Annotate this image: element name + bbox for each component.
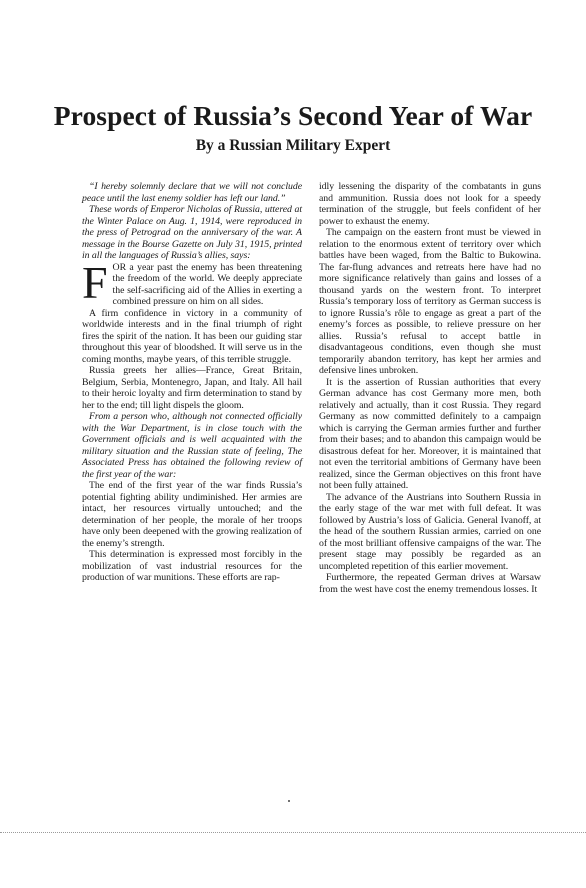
paragraph: idly lessening the disparity of the combatants in guns and ammunition. Russia does not look for a speedy termination of the struggle, but feels confident of her power to exhaust the enemy.: [319, 181, 541, 227]
article-byline: By a Russian Military Expert: [195, 137, 391, 154]
paragraph: This determination is expressed most forcibly in the mobilization of vast industrial resources for the production of war munitions. These efforts are rap-: [82, 549, 302, 583]
paragraph: Russia greets her allies—France, Great Britain, Belgium, Serbia, Montenegro, Japan, and Italy. All hail to their heroic loyalty and firm determination to stand by her to the end; till light dispels the gloom.: [82, 365, 302, 411]
footer-rule: [0, 832, 586, 833]
article-title: Prospect of Russia’s Second Year of War: [53, 100, 533, 131]
editorial-note: From a person who, although not connected officially with the War Department, is in close touch with the Government officials and is well acquainted with the military situation and the Russian state of feeling, The Associated Press has obtained the following review of the first year of the war:: [82, 411, 302, 480]
left-column: [82, 181, 302, 584]
paragraph: The end of the first year of the war finds Russia’s potential fighting ability undiminished. Her armies are intact, her resources virtually untouched; and the determination of her people, the morale of her troops have only been deepened with the growing realization of the enemy’s strength.: [82, 480, 302, 549]
page-mark: [288, 800, 290, 802]
first-paragraph-text: OR a year past the enemy has been threatening the freedom of the world. We deeply appreciate the self-sacrificing aid of the Allies in exerting a combined pressure on him on all sides.: [112, 261, 302, 307]
paragraph: Furthermore, the repeated German drives at Warsaw from the west have cost the enemy tremendous losses. It: [319, 572, 541, 595]
paragraph: The advance of the Austrians into Southern Russia in the early stage of the war met with full defeat. It was followed by Austria’s loss of Galicia. General Ivanoff, at the head of the southern Russian armies, carried on one of the most brilliant offensive campaigns of the war. The present stage may possibly be regarded as an uncompleted repetition of this earlier movement.: [319, 491, 541, 572]
right-column: [319, 181, 541, 595]
quote-attribution: These words of Emperor Nicholas of Russia, uttered at the Winter Palace on Aug. 1, 1914, were reproduced in the press of Petrograd on the anniversary of the war. A message in the Bourse Gazette on July 31, 1915, printed in all the languages of Russia’s allies, says:: [82, 204, 302, 261]
first-paragraph: [82, 256, 302, 308]
paragraph: A firm confidence in victory in a community of worldwide interests and in the final triumph of right fires the spirit of the nation. It has been our guiding star throughout this year of bloodshed. It will serve us in the coming months, maybe years, of this terrible struggle.: [82, 307, 302, 365]
paragraph: The campaign on the eastern front must be viewed in relation to the enormous extent of territory over which battles have been waged, from the Baltic to Bukowina. The far-flung advances and retreats here have had no more significance relatively than gains and losses of a thousand yards on the western front. To interpret Russia’s temporary loss of territory as German success is to ignore Russia’s rôle to engage as great a part of the enemy’s forces as possible, to relieve pressure on her allies. Russia’s refusal to accept battle in disadvantageous conditions, even though she must temporarily abandon territory, has kept her armies and defensive lines unbroken.: [319, 227, 541, 376]
paragraph: It is the assertion of Russian authorities that every German advance has cost Germany more men, both relatively and actually, than it cost Russia. They regard Germany as now committed definitely to a campaign which is carrying the German armies further and further from their bases; and to abandon this campaign would be disastrous defeat for her. Moreover, it is maintained that not even the territorial ambitions of Germany have been realized, since the German objectives on this front have not been fully attained.: [319, 376, 541, 491]
drop-cap: F: [82, 256, 108, 308]
opening-quote: “I hereby solemnly declare that we will not conclude peace until the last enemy soldier has left our land.”: [82, 181, 302, 204]
